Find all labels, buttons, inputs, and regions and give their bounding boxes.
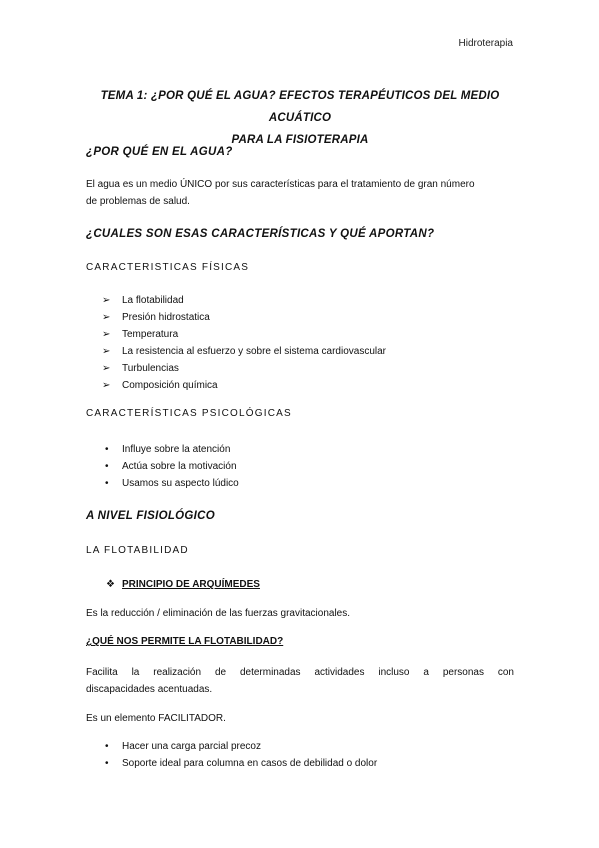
list-item: • Actúa sobre la motivación	[86, 458, 239, 475]
dot-bullet-icon: •	[105, 478, 109, 489]
list-item: • Influye sobre la atención	[86, 441, 239, 458]
arrow-bullet-icon: ➢	[102, 363, 111, 374]
principle-list	[86, 576, 260, 593]
list-item: ➢ Composición química	[86, 377, 386, 394]
section-heading-physiological: A NIVEL FISIOLÓGICO	[86, 510, 216, 522]
section-heading-why-water: ¿POR QUÉ EN EL AGUA?	[86, 146, 233, 158]
running-header: Hidroterapia	[458, 38, 513, 49]
buoyancy-answer	[86, 664, 514, 698]
list-item: ➢ La resistencia al esfuerzo y sobre el sistema cardiovascular	[86, 343, 386, 360]
principle-title: PRINCIPIO DE ARQUÍMEDES	[122, 579, 260, 590]
answer-line-1: Facilita la realización de determinadas actividades incluso a personas con	[86, 667, 514, 678]
list-item: • Soporte ideal para columna en casos de debilidad o dolor	[86, 755, 377, 772]
intro-line-1: El agua es un medio ÚNICO por sus características para el tratamiento de gran número	[86, 179, 475, 190]
dot-bullet-icon: •	[105, 461, 109, 472]
list-item: • Hacer una carga parcial precoz	[86, 738, 377, 755]
list-item: ➢ Presión hidrostatica	[86, 309, 386, 326]
diamond-bullet-icon: ❖	[106, 579, 115, 590]
intro-paragraph	[86, 176, 514, 210]
subheading-psychological: CARACTERÍSTICAS PSICOLÓGICAS	[86, 408, 292, 419]
psychological-list	[86, 441, 239, 492]
facilitator-list	[86, 738, 377, 772]
list-item: ➢ Turbulencias	[86, 360, 386, 377]
subheading-physical: CARACTERISTICAS FÍSICAS	[86, 262, 250, 273]
physical-list	[86, 292, 386, 394]
intro-line-2: de problemas de salud.	[86, 196, 190, 207]
title-line-2: PARA LA FISIOTERAPIA	[231, 134, 369, 146]
dot-bullet-icon: •	[105, 444, 109, 455]
dot-bullet-icon: •	[105, 758, 109, 769]
buoyancy-question: ¿QUÉ NOS PERMITE LA FLOTABILIDAD?	[86, 636, 284, 647]
dot-bullet-icon: •	[105, 741, 109, 752]
section-heading-characteristics: ¿CUALES SON ESAS CARACTERÍSTICAS Y QUÉ APORTAN?	[86, 228, 435, 240]
list-item: • Usamos su aspecto lúdico	[86, 475, 239, 492]
arrow-bullet-icon: ➢	[102, 295, 111, 306]
list-item	[86, 576, 260, 593]
arrow-bullet-icon: ➢	[102, 329, 111, 340]
arrow-bullet-icon: ➢	[102, 346, 111, 357]
arrow-bullet-icon: ➢	[102, 380, 111, 391]
answer-line-2: discapacidades acentuadas.	[86, 684, 213, 695]
arrow-bullet-icon: ➢	[102, 312, 111, 323]
facilitator-statement: Es un elemento FACILITADOR.	[86, 713, 226, 724]
subheading-buoyancy: LA FLOTABILIDAD	[86, 545, 189, 556]
document-title	[80, 85, 520, 151]
list-item: ➢ Temperatura	[86, 326, 386, 343]
title-line-1: TEMA 1: ¿POR QUÉ EL AGUA? EFECTOS TERAPÉUTICOS DEL MEDIO ACUÁTICO	[100, 90, 500, 124]
principle-definition: Es la reducción / eliminación de las fuerzas gravitacionales.	[86, 608, 351, 619]
list-item: ➢ La flotabilidad	[86, 292, 386, 309]
